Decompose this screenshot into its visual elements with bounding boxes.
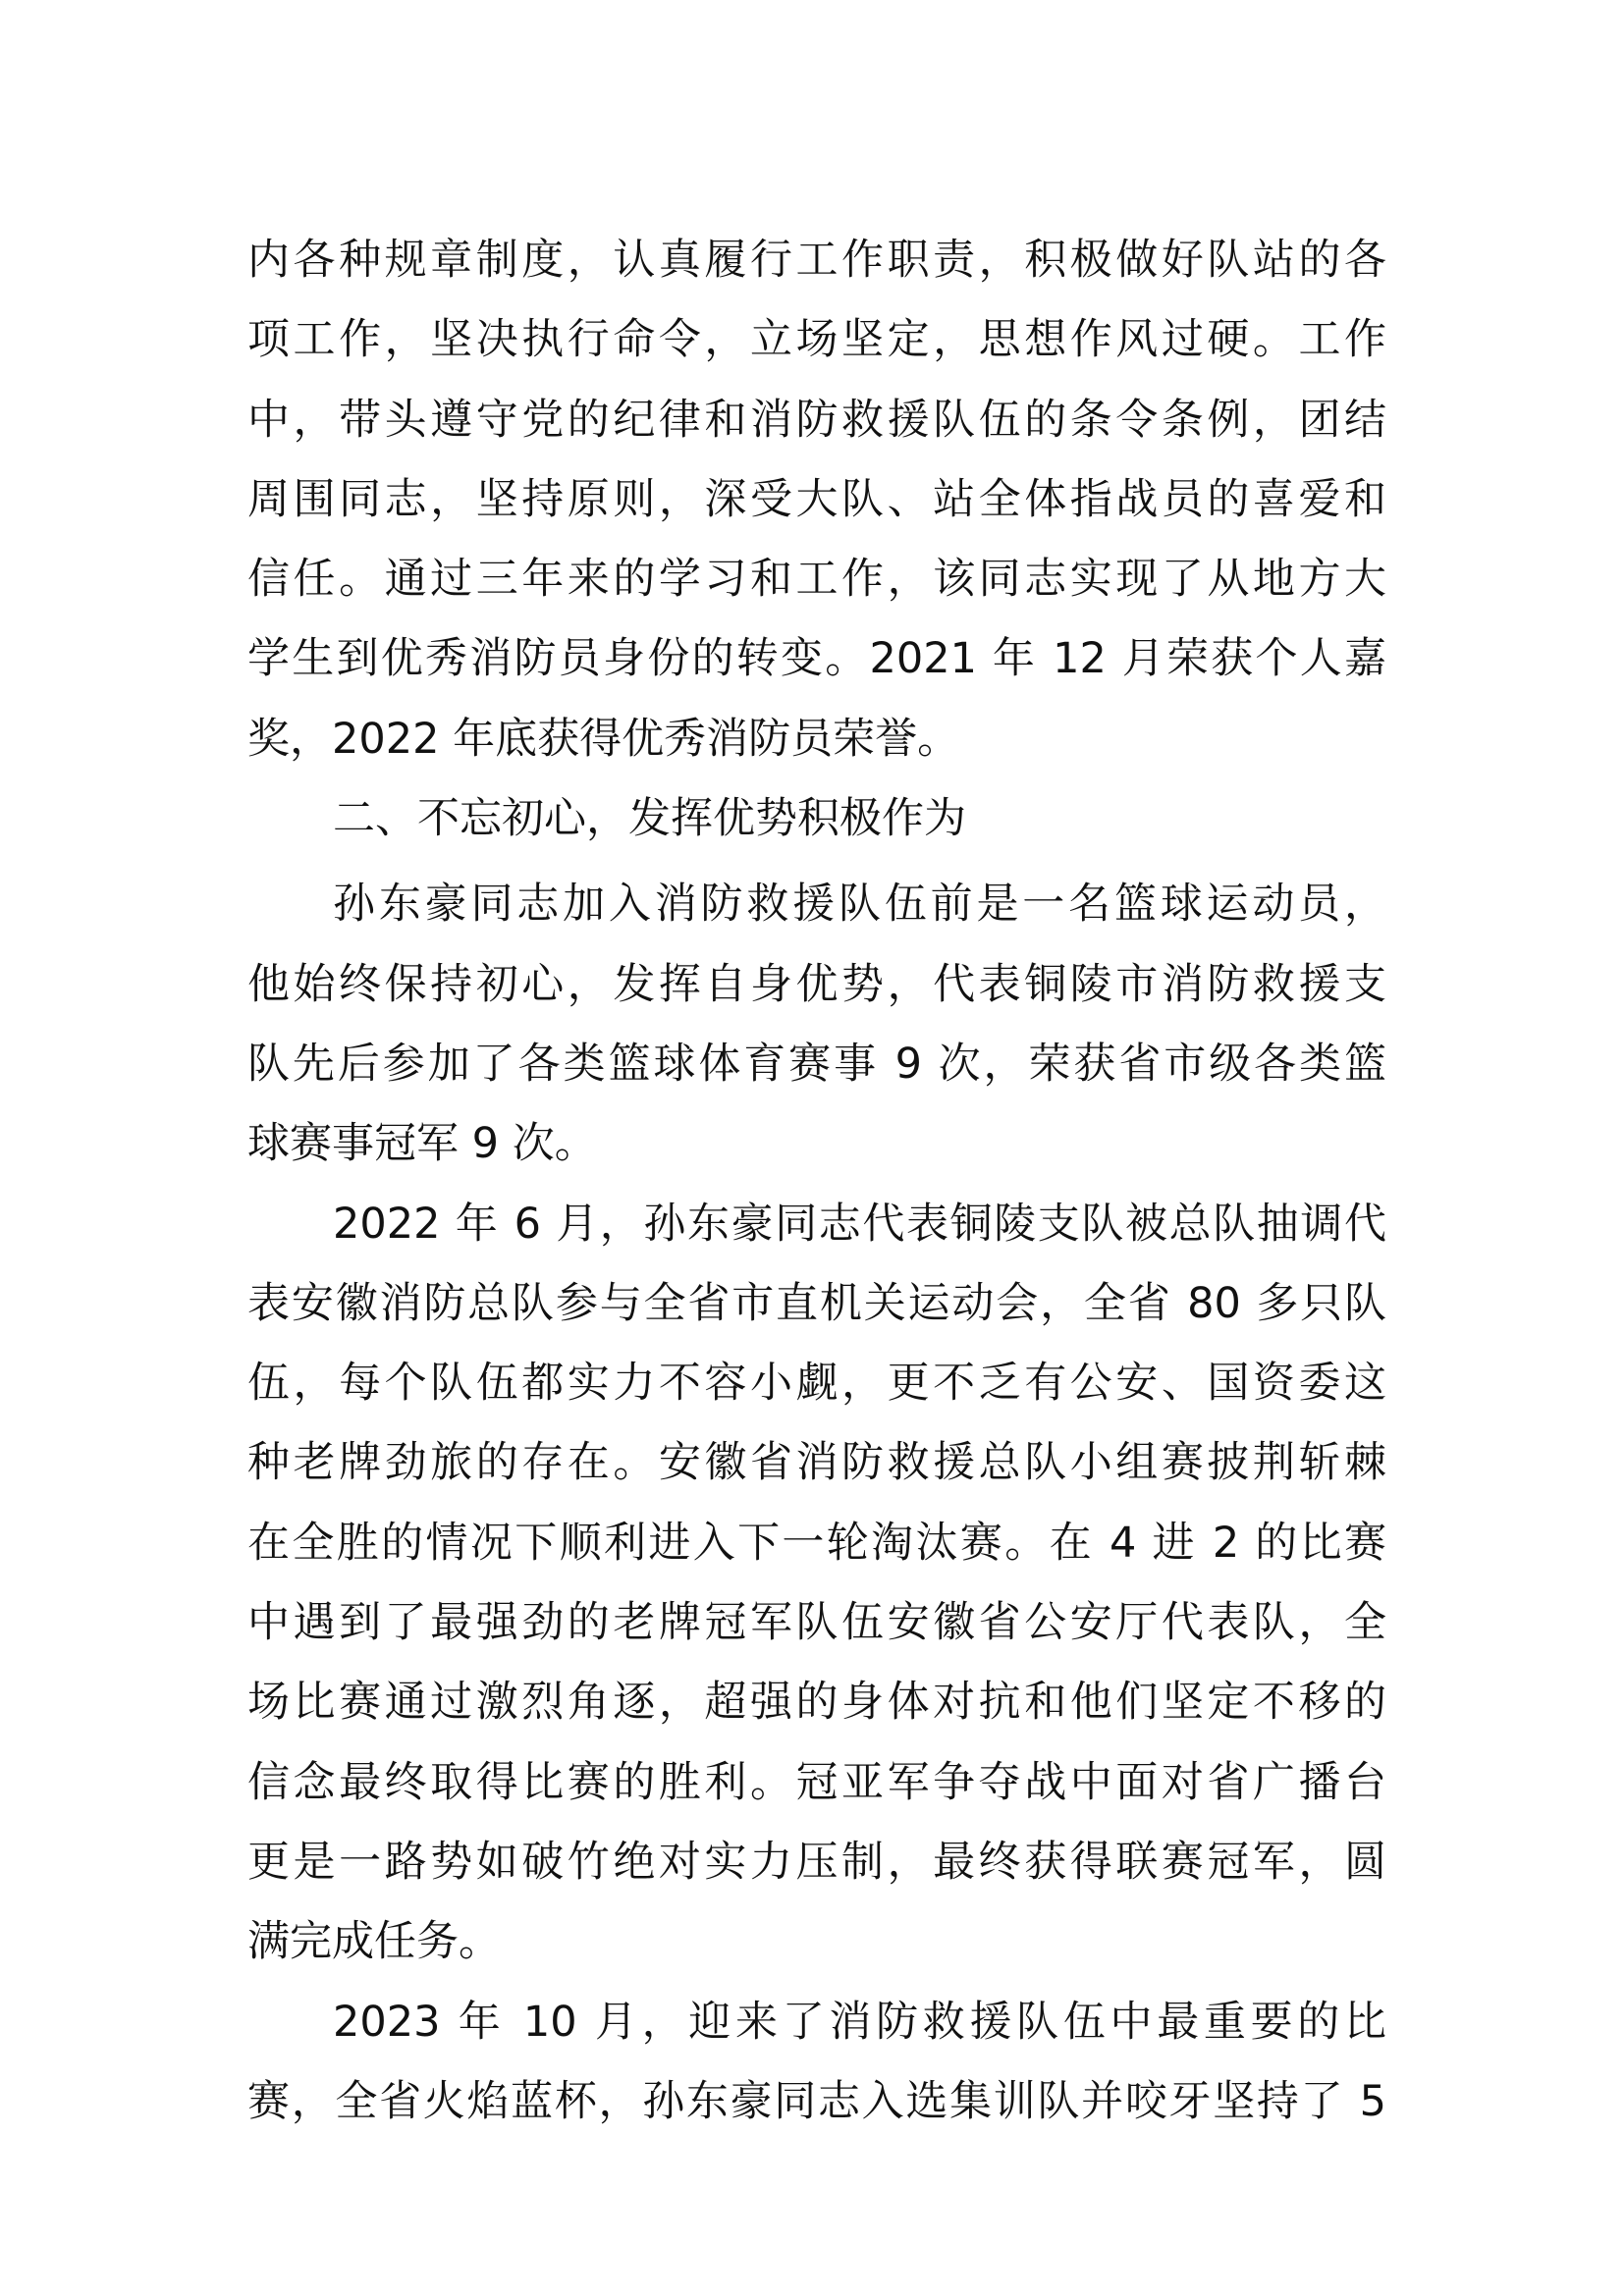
text-line: 项工作，坚决执行命令，立场坚定，思想作风过硬。工作 [247, 315, 1386, 365]
text-line: 种老牌劲旅的存在。安徽省消防救援总队小组赛披荆斩棘 [247, 1438, 1386, 1488]
text-line: 中遇到了最强劲的老牌冠军队伍安徽省公安厅代表队，全 [247, 1598, 1386, 1648]
text-line: 2023 年 10 月，迎来了消防救援队伍中最重要的比 [333, 1997, 1386, 2047]
text-line: 信念最终取得比赛的胜利。冠亚军争夺战中面对省广播台 [247, 1757, 1386, 1807]
text-line: 满完成任务。 [247, 1917, 501, 1967]
text-line: 更是一路势如破竹绝对实力压制，最终获得联赛冠军，圆 [247, 1837, 1386, 1887]
text-line: 内各种规章制度，认真履行工作职责，积极做好队站的各 [247, 236, 1386, 285]
text-line: 在全胜的情况下顺利进入下一轮淘汰赛。在 4 进 2 的比赛 [247, 1518, 1386, 1568]
section-heading: 二、不忘初心，发挥优势积极作为 [333, 794, 966, 844]
text-line: 学生到优秀消防员身份的转变。2021 年 12 月荣获个人嘉 [247, 634, 1386, 684]
text-line: 信任。通过三年来的学习和工作，该同志实现了从地方大 [247, 555, 1386, 605]
text-line: 他始终保持初心，发挥自身优势，代表铜陵市消防救援支 [247, 959, 1386, 1009]
text-line: 赛，全省火焰蓝杯，孙东豪同志入选集训队并咬牙坚持了 5 [247, 2076, 1386, 2126]
text-line: 中，带头遵守党的纪律和消防救援队伍的条令条例，团结 [247, 395, 1386, 445]
document-body [247, 221, 1386, 2142]
text-line: 场比赛通过激烈角逐，超强的身体对抗和他们坚定不移的 [247, 1678, 1386, 1728]
text-line: 2022 年 6 月，孙东豪同志代表铜陵支队被总队抽调代 [333, 1199, 1386, 1249]
text-line: 队先后参加了各类篮球体育赛事 9 次，荣获省市级各类篮 [247, 1039, 1386, 1089]
text-line: 奖，2022 年底获得优秀消防员荣誉。 [247, 714, 960, 764]
text-line: 伍，每个队伍都实力不容小觑，更不乏有公安、国资委这 [247, 1359, 1386, 1409]
text-line: 孙东豪同志加入消防救援队伍前是一名篮球运动员， [333, 880, 1386, 930]
text-line: 周围同志，坚持原则，深受大队、站全体指战员的喜爱和 [247, 474, 1386, 524]
text-line: 表安徽消防总队参与全省市直机关运动会，全省 80 多只队 [247, 1278, 1386, 1328]
text-line: 球赛事冠军 9 次。 [247, 1119, 597, 1169]
